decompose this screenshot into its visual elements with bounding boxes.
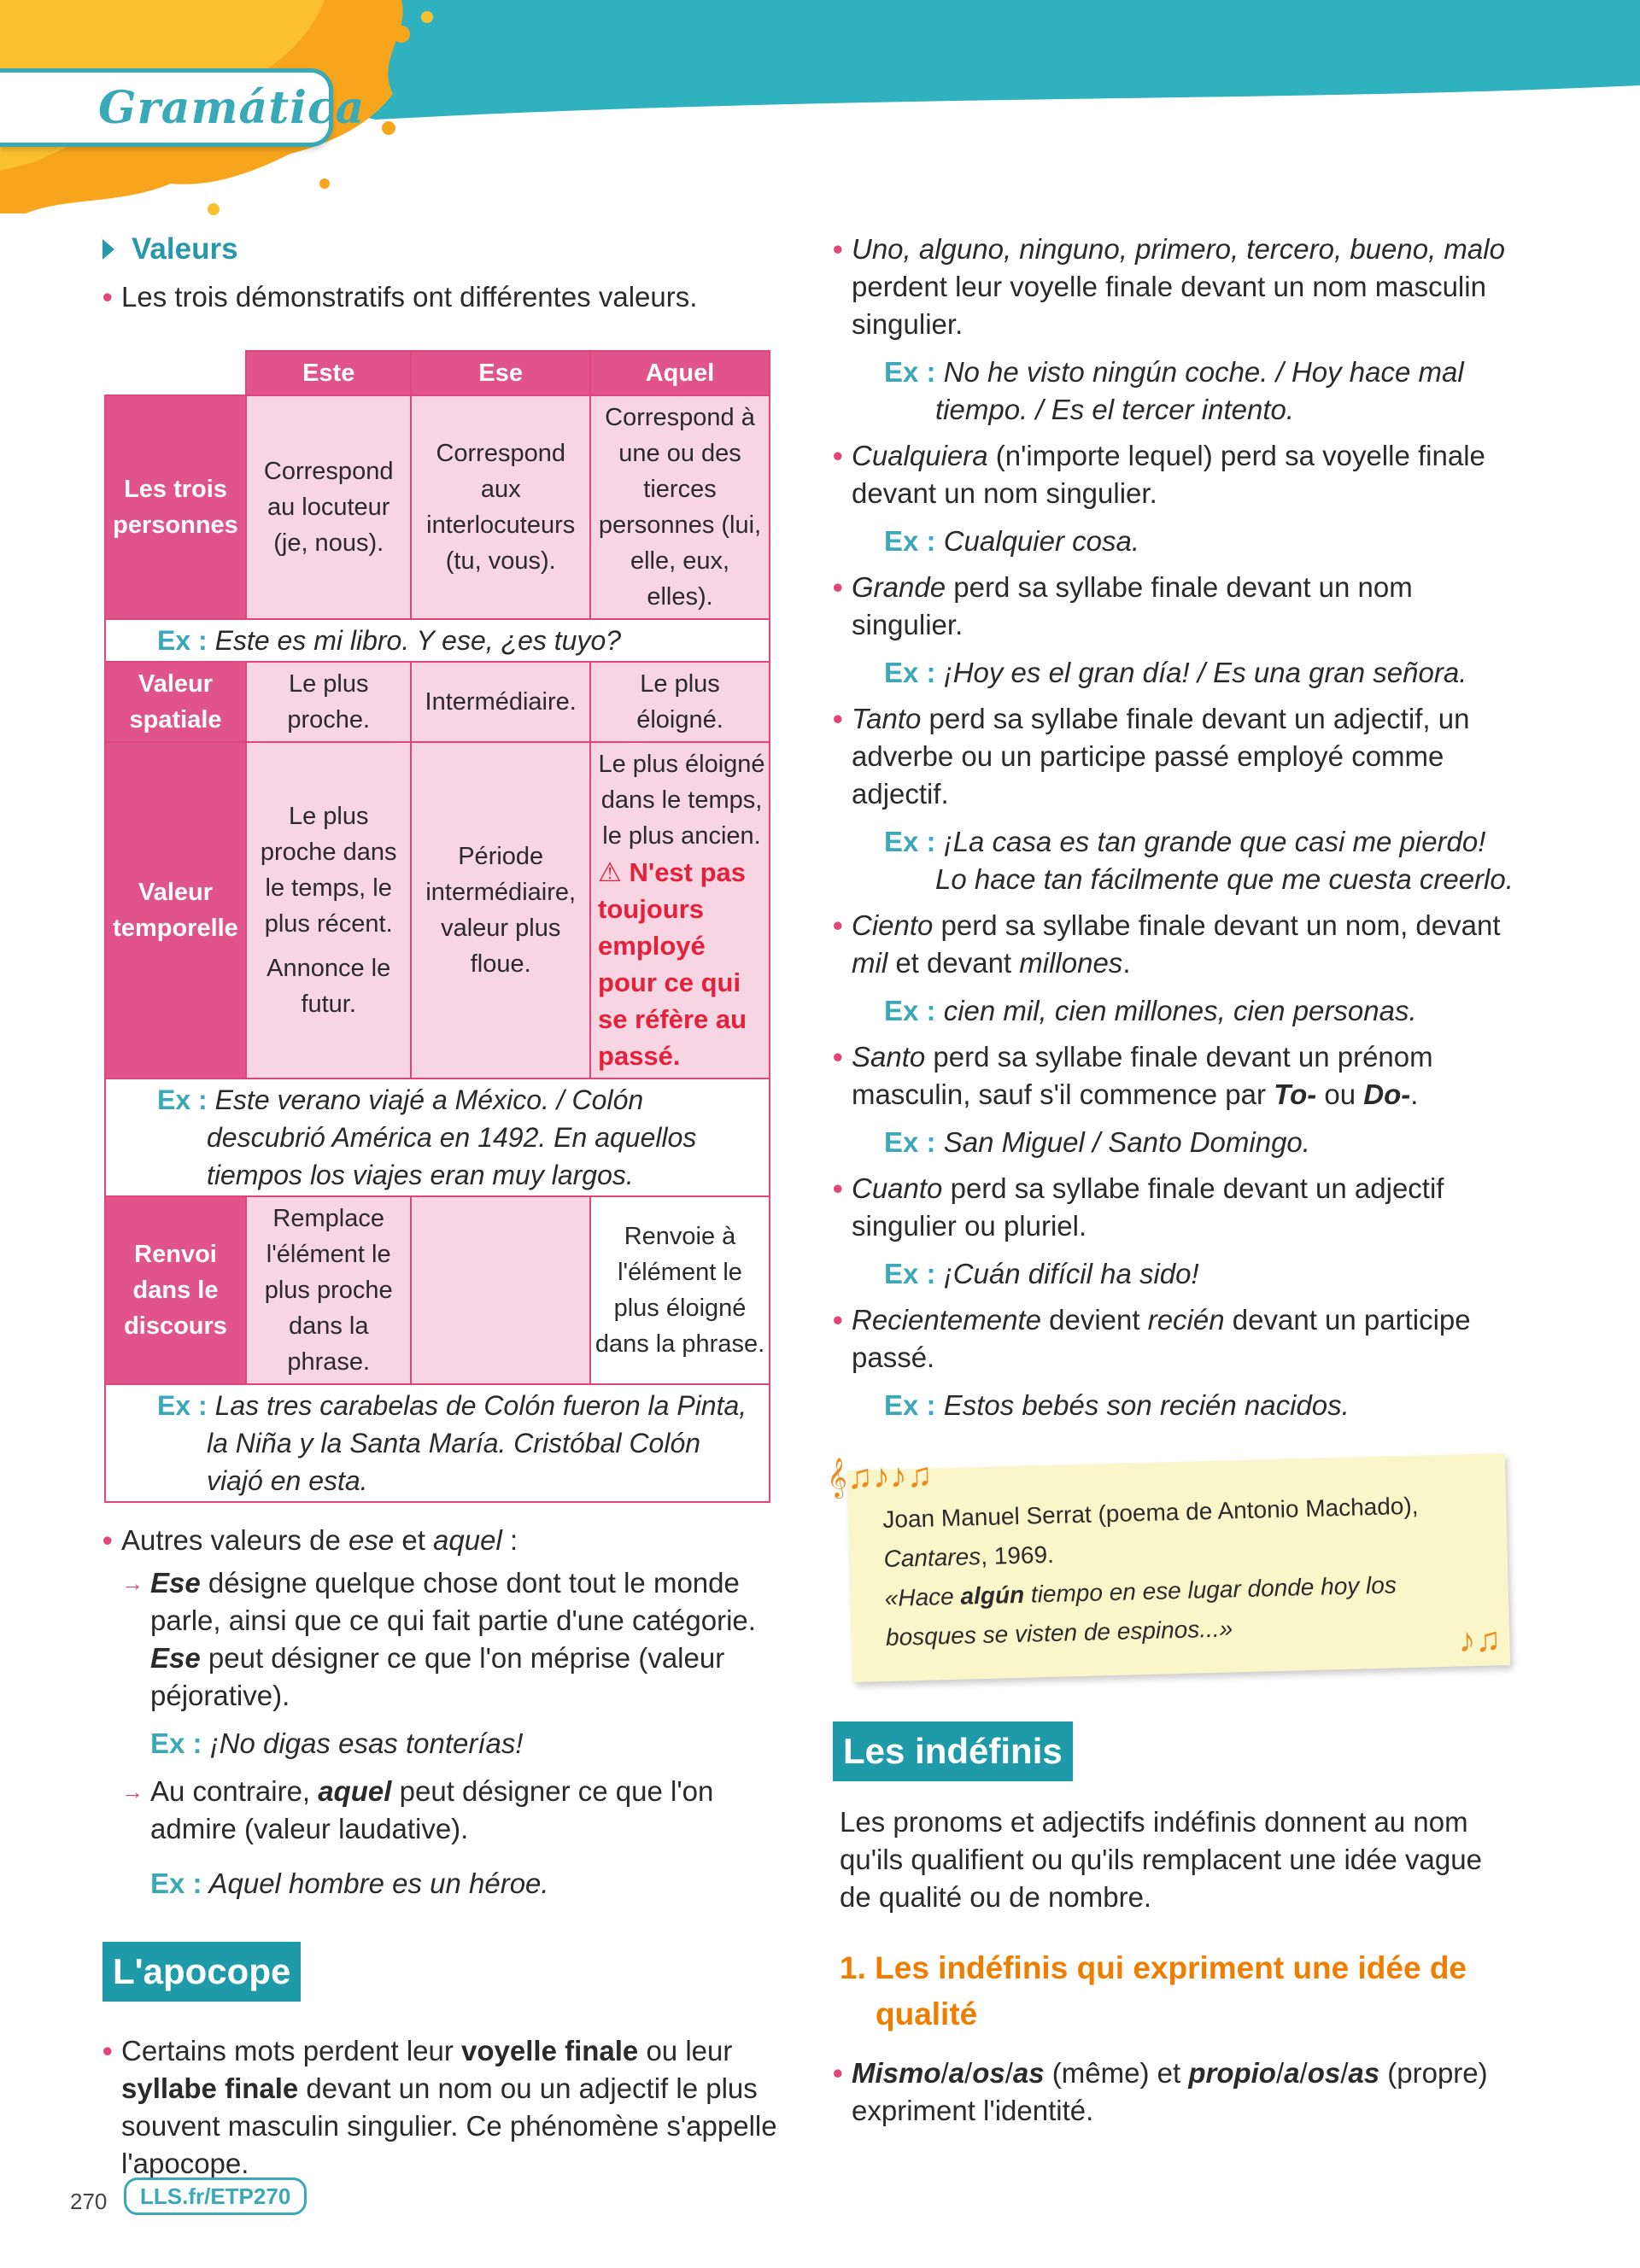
table-corner xyxy=(105,351,246,395)
resource-link[interactable]: LLS.fr/ETP270 xyxy=(124,2177,307,2215)
song-quote-note xyxy=(826,1453,1510,1682)
apocope-item: • Uno, alguno, ninguno, primero, tercero, bueno, malo perdent leur voyelle finale devant un nom masculin singulier. xyxy=(833,231,1516,343)
row-header: Valeur spatiale xyxy=(105,662,246,742)
demonstratives-table xyxy=(104,350,770,1503)
right-column xyxy=(826,231,1516,2130)
apocope-title: L'apocope xyxy=(102,1942,301,2002)
warning-note xyxy=(598,854,765,1074)
table-cell: Période intermédiaire, valeur plus floue. xyxy=(411,742,590,1078)
valeurs-intro: • Les trois démonstratifs ont différentes valeurs. xyxy=(102,278,786,316)
example-text: Este es mi libro. Y ese, ¿es tuyo? xyxy=(214,625,622,656)
valeurs-heading: Valeurs xyxy=(132,231,786,268)
apocope-example: Ex : Cualquier cosa. xyxy=(884,525,1139,557)
apocope-item: • Santo perd sa syllabe finale devant un prénom masculin, sauf s'il commence par To- ou Do-. xyxy=(833,1038,1516,1114)
example-ese: Ex : ¡No digas esas tonterías! xyxy=(150,1727,524,1759)
table-cell: Remplace l'élément le plus proche dans la phrase. xyxy=(246,1196,411,1384)
music-notes-icon: 𝄞♫♪♪♫ xyxy=(826,1456,934,1497)
apocope-item: • Recientemente devient recién devant un participe passé. xyxy=(833,1301,1516,1377)
table-row xyxy=(105,662,770,742)
apocope-example: Ex : cien mil, cien millones, cien personas. xyxy=(884,995,1417,1026)
indefinis-title: Les indéfinis xyxy=(833,1721,1073,1781)
cell-text: Le plus proche dans le temps, le plus récent. xyxy=(260,803,397,938)
col-header-ese: Ese xyxy=(411,351,590,395)
apocope-example: Ex : ¡Hoy es el gran día! / Es una gran señora. xyxy=(884,657,1467,688)
table-cell xyxy=(246,742,411,1078)
apocope-example: Ex : ¡La casa es tan grande que casi me pierdo! Lo hace tan fácilmente que me cuesta creerlo. xyxy=(884,826,1514,895)
apocope-example: Ex : San Miguel / Santo Domingo. xyxy=(884,1126,1310,1158)
indefinis-intro: Les pronoms et adjectifs indéfinis donnent au nom qu'ils qualifient ou qu'ils remplacent une idée vague de qualité ou de nombre. xyxy=(840,1806,1482,1913)
apocope-example: Ex : ¡Cuán difícil ha sido! xyxy=(884,1258,1199,1289)
apocope-text: • Certains mots perdent leur voyelle finale ou leur syllabe finale devant un nom ou un adjectif le plus souvent masculin singulier. Ce phénomène s'appelle l'apocope. xyxy=(102,2032,786,2183)
table-cell: Le plus proche. xyxy=(246,662,411,742)
cell-text-future: Annonce le futur. xyxy=(266,955,391,1018)
apocope-item: • Grande perd sa syllabe finale devant un nom singulier. xyxy=(833,569,1516,644)
music-notes-icon: ♪♫ xyxy=(1457,1621,1502,1660)
apocope-example: Ex : No he visto ningún coche. / Hoy hace mal tiempo. / Es el tercer intento. xyxy=(884,356,1464,425)
table-row xyxy=(105,742,770,1078)
row-header: Valeur temporelle xyxy=(105,742,246,1078)
cell-text: Le plus éloigné dans le temps, le plus ancien. xyxy=(598,751,765,850)
row-header: Renvoi dans le discours xyxy=(105,1196,246,1384)
arrow-item-aquel: → Au contraire, aquel peut désigner ce que l'on admire (valeur laudative). xyxy=(102,1773,786,1848)
example-cell xyxy=(105,619,770,662)
ex-label: Ex : xyxy=(157,1390,208,1421)
indefinis-subheading: 1. Les indéfinis qui expriment une idée de qualité xyxy=(840,1950,1467,2031)
example-row xyxy=(105,1384,770,1502)
ex-label: Ex : xyxy=(157,1084,208,1115)
row-header: Les trois personnes xyxy=(105,395,246,619)
example-cell xyxy=(105,1078,770,1196)
table-header-row xyxy=(105,351,770,395)
left-column xyxy=(102,231,786,2183)
apocope-item: • Cuanto perd sa syllabe finale devant un adjectif singulier ou pluriel. xyxy=(833,1170,1516,1245)
col-header-aquel: Aquel xyxy=(590,351,770,395)
table-cell: Correspond au locuteur (je, nous). xyxy=(246,395,411,619)
apocope-item: • Cualquiera (n'importe lequel) perd sa voyelle finale devant un nom singulier. xyxy=(833,437,1516,512)
example-cell xyxy=(105,1384,770,1502)
section-label xyxy=(0,68,366,147)
warning-text: N'est pas toujours employé pour ce qui se réfère au passé. xyxy=(598,857,747,1071)
example-text: Las tres carabelas de Colón fueron la Pinta, la Niña y la Santa María. Cristóbal Colón viajó en esta. xyxy=(207,1390,747,1496)
example-row xyxy=(105,619,770,662)
warning-icon: ⚠ xyxy=(598,857,622,887)
apocope-item: • Tanto perd sa syllabe finale devant un adjectif, un adverbe ou un participe passé employé comme adjectif. xyxy=(833,700,1516,813)
apocope-example: Ex : Estos bebés son recién nacidos. xyxy=(884,1389,1350,1421)
indefinis-item: • Mismo/a/os/as (même) et propio/a/os/as (propre) expriment l'identité. xyxy=(833,2055,1516,2130)
table-row xyxy=(105,395,770,619)
example-text: Este verano viajé a México. / Colón descubrió América en 1492. En aquellos tiempos los viajes eran muy largos. xyxy=(207,1084,697,1190)
table-cell: Intermédiaire. xyxy=(411,662,590,742)
note-quote: «Hace algún tiempo en ese lugar donde hoy los bosques se visten de espinos...» xyxy=(884,1571,1397,1651)
section-label-text: Gramática xyxy=(98,82,366,134)
col-header-este: Este xyxy=(246,351,411,395)
table-cell xyxy=(411,1196,590,1384)
apocope-item: • Ciento perd sa syllabe finale devant un nom, devant mil et devant millones. xyxy=(833,907,1516,982)
apocope-title-wrap xyxy=(102,1942,786,2002)
table-row xyxy=(105,1196,770,1384)
indefinis-title-wrap xyxy=(833,1721,1516,1781)
autres-valeurs: • Autres valeurs de ese et aquel : xyxy=(102,1522,786,1559)
example-row xyxy=(105,1078,770,1196)
arrow-item-ese: → Ese désigne quelque chose dont tout le monde parle, ainsi que ce qui fait partie d'une catégorie. Ese peut désigner ce que l'on méprise (valeur péjorative). xyxy=(102,1564,786,1715)
page-number: 270 xyxy=(70,2189,108,2214)
table-cell xyxy=(590,742,770,1078)
example-aquel: Ex : Aquel hombre es un héroe. xyxy=(150,1868,549,1899)
note-source: Joan Manuel Serrat (poema de Antonio Machado), Cantares, 1969. xyxy=(882,1492,1419,1573)
table-cell: Correspond à une ou des tierces personnes (lui, elle, eux, elles). xyxy=(590,395,770,619)
table-cell: Le plus éloigné. xyxy=(590,662,770,742)
ex-label: Ex : xyxy=(157,625,208,656)
table-cell: Renvoie à l'élément le plus éloigné dans la phrase. xyxy=(590,1196,770,1384)
table-cell: Correspond aux interlocuteurs (tu, vous). xyxy=(411,395,590,619)
